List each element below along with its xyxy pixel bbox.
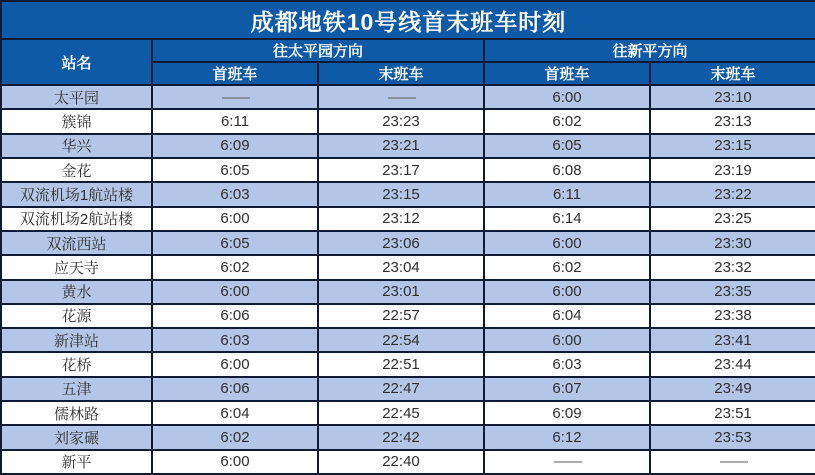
station-name: 儒林路 [1,401,152,425]
time-cell: 23:15 [650,134,815,158]
table-row [1,280,815,304]
time-cell: 6:05 [152,158,318,182]
direction-header-taipingyuan: 往太平园方向 [152,39,484,62]
time-cell: 6:06 [152,377,318,401]
time-cell: 6:03 [484,352,650,376]
time-cell: 6:00 [152,352,318,376]
table-row [1,425,815,449]
table-row [1,109,815,133]
subheader-first-train-xinping: 首班车 [484,62,650,85]
column-header-station: 站名 [1,39,152,85]
time-cell: 23:25 [650,207,815,231]
time-cell: 22:45 [318,401,484,425]
station-name: 双流机场2航站楼 [1,207,152,231]
time-cell: 23:04 [318,255,484,279]
station-name: 太平园 [1,85,152,109]
table-row [1,450,815,474]
time-cell: 23:38 [650,304,815,328]
table-row [1,85,815,109]
time-cell: 23:15 [318,182,484,206]
time-cell: 6:06 [152,304,318,328]
time-cell: 6:00 [152,207,318,231]
station-name: 华兴 [1,134,152,158]
time-cell: 6:03 [152,328,318,352]
time-cell: 6:04 [484,304,650,328]
table-row [1,207,815,231]
time-cell: 22:40 [318,450,484,474]
page-title: 成都地铁10号线首末班车时刻 [1,1,815,39]
time-cell: 22:54 [318,328,484,352]
time-cell: 6:00 [152,280,318,304]
time-cell: 23:51 [650,401,815,425]
time-cell: 23:06 [318,231,484,255]
time-cell: 23:23 [318,109,484,133]
subheader-last-train-taipingyuan: 末班车 [318,62,484,85]
station-name: 簇锦 [1,109,152,133]
time-cell: —— [318,85,484,109]
time-cell: 23:32 [650,255,815,279]
direction-header-xinping: 往新平方向 [484,39,815,62]
table-row [1,255,815,279]
time-cell: —— [484,450,650,474]
station-name: 黄水 [1,280,152,304]
time-cell: 6:03 [152,182,318,206]
time-cell: 6:14 [484,207,650,231]
time-cell: 23:10 [650,85,815,109]
station-name: 金花 [1,158,152,182]
station-name: 花源 [1,304,152,328]
time-cell: —— [152,85,318,109]
time-cell: 22:42 [318,425,484,449]
table-row [1,328,815,352]
timetable-body [1,85,815,474]
station-name: 花桥 [1,352,152,376]
time-cell: 6:00 [484,280,650,304]
time-cell: 6:09 [152,134,318,158]
time-cell: 6:12 [484,425,650,449]
title-row [1,1,815,39]
time-cell: 23:21 [318,134,484,158]
time-cell: 6:07 [484,377,650,401]
time-cell: 22:47 [318,377,484,401]
time-cell: 23:35 [650,280,815,304]
station-name: 新平 [1,450,152,474]
time-cell: 6:11 [484,182,650,206]
station-name: 刘家碾 [1,425,152,449]
station-name: 双流机场1航站楼 [1,182,152,206]
time-cell: 6:04 [152,401,318,425]
time-cell: 23:41 [650,328,815,352]
time-cell: 23:22 [650,182,815,206]
time-cell: 6:05 [484,134,650,158]
time-cell: 23:13 [650,109,815,133]
time-cell: 6:00 [484,328,650,352]
time-cell: 6:00 [484,231,650,255]
time-cell: 23:44 [650,352,815,376]
time-cell: 22:51 [318,352,484,376]
time-cell: 22:57 [318,304,484,328]
time-cell: 6:02 [484,109,650,133]
time-cell: 23:17 [318,158,484,182]
table-row [1,134,815,158]
time-cell: 6:00 [484,85,650,109]
time-cell: 23:19 [650,158,815,182]
time-cell: 6:05 [152,231,318,255]
subheader-first-train-taipingyuan: 首班车 [152,62,318,85]
time-cell: 6:02 [152,255,318,279]
table-row [1,352,815,376]
table-row [1,304,815,328]
table-row [1,231,815,255]
direction-header-row [1,39,815,62]
time-cell: —— [650,450,815,474]
time-cell: 23:30 [650,231,815,255]
station-name: 新津站 [1,328,152,352]
time-cell: 6:09 [484,401,650,425]
time-cell: 23:49 [650,377,815,401]
time-cell: 6:02 [152,425,318,449]
table-row [1,182,815,206]
time-cell: 23:12 [318,207,484,231]
table-row [1,377,815,401]
time-cell: 23:53 [650,425,815,449]
table-row [1,158,815,182]
station-name: 双流西站 [1,231,152,255]
station-name: 五津 [1,377,152,401]
time-cell: 6:02 [484,255,650,279]
station-name: 应天寺 [1,255,152,279]
time-cell: 23:01 [318,280,484,304]
subheader-last-train-xinping: 末班车 [650,62,815,85]
time-cell: 6:00 [152,450,318,474]
table-row [1,401,815,425]
time-cell: 6:11 [152,109,318,133]
time-cell: 6:08 [484,158,650,182]
